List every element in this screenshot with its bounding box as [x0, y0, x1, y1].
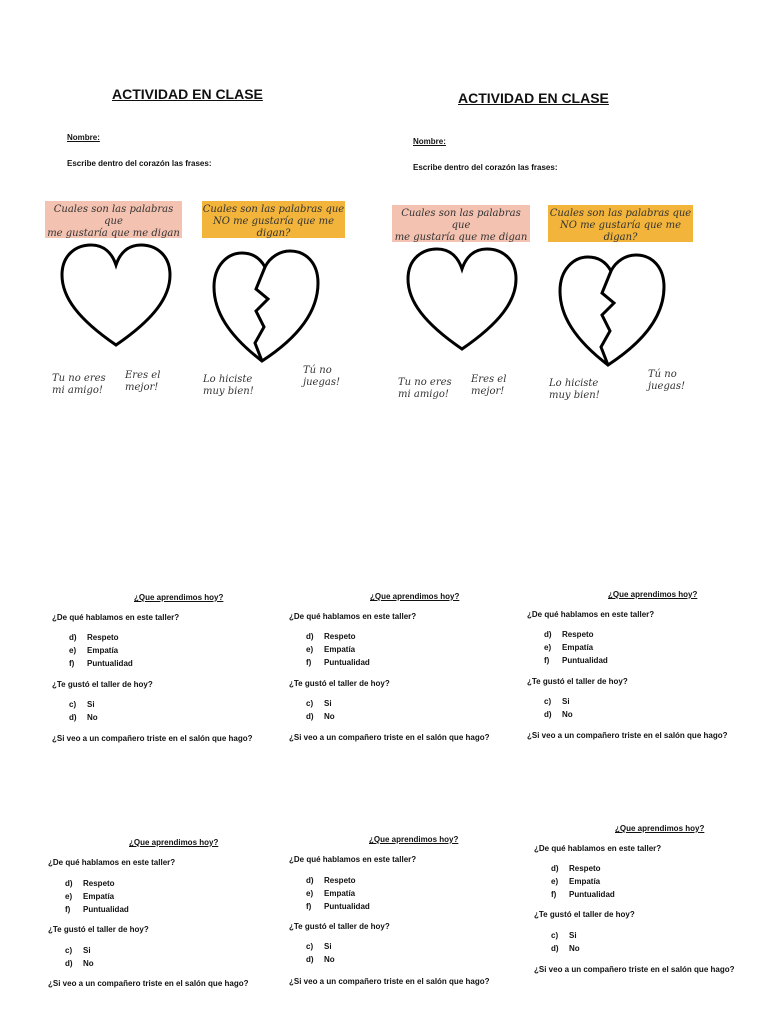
question-sad-classmate: ¿Si veo a un compañero triste en el salón que hago?: [52, 734, 253, 743]
option-text: Si: [569, 931, 577, 940]
banner-good-line-1: Cuales son las palabras que: [53, 204, 174, 227]
question-topic: ¿De qué hablamos en este taller?: [289, 612, 417, 621]
activity-title: ACTIVIDAD EN CLASE: [458, 90, 609, 106]
question-sad-classmate: ¿Si veo a un compañero triste en el salón que hago?: [534, 965, 735, 974]
instruction-text: Escribe dentro del corazón las frases:: [413, 163, 558, 172]
option-puntualidad: [306, 902, 370, 912]
option-text: Puntualidad: [324, 658, 370, 667]
option-text: Puntualidad: [324, 902, 370, 911]
option-letter: e): [544, 643, 552, 652]
option-puntualidad: [69, 659, 133, 669]
question-liked: ¿Te gustó el taller de hoy?: [52, 680, 153, 689]
option-letter: e): [69, 646, 77, 655]
option-letter: d): [306, 712, 314, 721]
phrase-line: Tu no eres: [398, 377, 452, 388]
phrase-line: muy bien!: [549, 390, 600, 401]
option-text: No: [569, 944, 580, 953]
option-text: No: [562, 710, 573, 719]
option-empatia: [306, 645, 355, 655]
option-text: Si: [83, 946, 91, 955]
option-text: Si: [324, 699, 332, 708]
question-liked: ¿Te gustó el taller de hoy?: [534, 910, 635, 919]
option-letter: e): [65, 892, 73, 901]
option-text: Puntualidad: [569, 890, 615, 899]
option-si: [306, 942, 332, 952]
name-label: Nombre:: [413, 137, 446, 146]
option-letter: d): [306, 876, 314, 885]
option-puntualidad: [544, 656, 608, 666]
option-empatia: [306, 889, 355, 899]
option-letter: d): [69, 633, 77, 642]
option-si: [65, 946, 91, 956]
phrase-line: muy bien!: [203, 386, 254, 397]
phrase-line: Tú no: [303, 365, 332, 376]
banner-bad-line-1: Cuales son las palabras que: [202, 204, 345, 215]
option-respeto: [306, 632, 356, 642]
banner-good-line-1: Cuales son las palabras que: [401, 208, 521, 231]
phrase-line: Tú no: [648, 369, 677, 380]
quiz-title: ¿Que aprendimos hoy?: [615, 824, 705, 833]
option-letter: c): [551, 931, 559, 940]
option-letter: c): [306, 699, 314, 708]
phrase-tu-no-eres-mi-amigo: [52, 373, 106, 397]
banner-bad-line-2: NO me gustaría que me digan?: [212, 216, 335, 239]
quiz-block-4: [48, 838, 278, 998]
option-text: Empatía: [83, 892, 115, 901]
banner-good-line-2: me gustaría que me digan: [394, 232, 528, 243]
phrase-line: juegas!: [648, 381, 685, 392]
question-liked: ¿Te gustó el taller de hoy?: [48, 925, 149, 934]
question-topic: ¿De qué hablamos en este taller?: [52, 613, 180, 622]
option-text: Puntualidad: [83, 905, 129, 914]
option-letter: d): [544, 630, 552, 639]
option-letter: e): [306, 889, 314, 898]
phrase-line: Lo hiciste: [549, 378, 599, 389]
phrase-line: mejor!: [125, 382, 159, 393]
option-letter: f): [551, 890, 557, 899]
option-text: Puntualidad: [87, 659, 133, 668]
option-letter: d): [306, 955, 314, 964]
option-text: Respeto: [324, 632, 356, 641]
option-respeto: [544, 630, 594, 640]
option-no: [69, 713, 98, 723]
phrase-line: Eres el: [471, 374, 507, 385]
option-empatia: [544, 643, 593, 653]
phrase-line: mejor!: [471, 386, 505, 397]
option-no: [306, 955, 335, 965]
phrase-lo-hiciste-muy-bien: [549, 378, 600, 402]
option-letter: d): [69, 713, 77, 722]
broken-heart-icon: [210, 247, 322, 367]
option-text: Si: [87, 700, 95, 709]
phrase-eres-el-mejor: [125, 370, 160, 394]
option-letter: d): [551, 944, 559, 953]
option-text: Si: [324, 942, 332, 951]
option-letter: d): [544, 710, 552, 719]
option-letter: d): [306, 632, 314, 641]
broken-heart-icon: [556, 251, 668, 371]
question-topic: ¿De qué hablamos en este taller?: [289, 855, 417, 864]
quiz-title: ¿Que aprendimos hoy?: [129, 838, 219, 847]
option-text: Empatía: [324, 645, 356, 654]
option-puntualidad: [306, 658, 370, 668]
option-text: Empatía: [562, 643, 594, 652]
phrase-line: Eres el: [125, 370, 161, 381]
heart-icon: [404, 245, 520, 355]
option-text: Respeto: [87, 633, 119, 642]
phrase-tu-no-juegas: [303, 365, 340, 389]
option-empatia: [65, 892, 114, 902]
option-letter: f): [306, 902, 312, 911]
name-label: Nombre:: [67, 133, 100, 142]
instruction-text: Escribe dentro del corazón las frases:: [67, 159, 212, 168]
phrase-eres-el-mejor: [471, 374, 506, 398]
phrase-line: juegas!: [303, 377, 340, 388]
option-text: Empatía: [324, 889, 356, 898]
activity-title: ACTIVIDAD EN CLASE: [112, 86, 263, 102]
question-liked: ¿Te gustó el taller de hoy?: [289, 922, 390, 931]
banner-bad-line-2: NO me gustaría que me digan?: [559, 220, 682, 243]
option-letter: e): [306, 645, 314, 654]
option-empatia: [69, 646, 118, 656]
phrase-line: Lo hiciste: [203, 374, 253, 385]
phrase-line: Tu no eres: [52, 373, 106, 384]
option-respeto: [551, 864, 601, 874]
question-topic: ¿De qué hablamos en este taller?: [48, 858, 176, 867]
banner-bad-line-1: Cuales son las palabras que: [549, 208, 692, 219]
phrase-line: mi amigo!: [52, 385, 103, 396]
option-puntualidad: [551, 890, 615, 900]
banner-good-words: [392, 205, 530, 242]
quiz-block-6: [534, 824, 764, 984]
banner-bad-words: [548, 205, 693, 242]
option-respeto: [69, 633, 119, 643]
phrase-tu-no-juegas: [648, 369, 685, 393]
question-sad-classmate: ¿Si veo a un compañero triste en el salón que hago?: [289, 733, 490, 742]
option-text: Respeto: [569, 864, 601, 873]
option-text: Respeto: [83, 879, 115, 888]
option-respeto: [306, 876, 356, 886]
phrase-line: mi amigo!: [398, 389, 449, 400]
option-text: Si: [562, 697, 570, 706]
option-text: Empatía: [87, 646, 119, 655]
option-letter: e): [551, 877, 559, 886]
question-topic: ¿De qué hablamos en este taller?: [527, 610, 655, 619]
option-puntualidad: [65, 905, 129, 915]
quiz-title: ¿Que aprendimos hoy?: [134, 593, 224, 602]
option-letter: d): [551, 864, 559, 873]
option-letter: d): [65, 879, 73, 888]
option-si: [544, 697, 570, 707]
question-sad-classmate: ¿Si veo a un compañero triste en el salón que hago?: [48, 979, 249, 988]
option-si: [551, 931, 577, 941]
option-empatia: [551, 877, 600, 887]
option-letter: c): [306, 942, 314, 951]
banner-good-words: [45, 201, 182, 238]
question-liked: ¿Te gustó el taller de hoy?: [527, 677, 628, 686]
option-letter: c): [69, 700, 77, 709]
option-letter: c): [65, 946, 73, 955]
option-text: Empatía: [569, 877, 601, 886]
banner-good-line-2: me gustaría que me digan: [47, 228, 180, 239]
question-sad-classmate: ¿Si veo a un compañero triste en el salón que hago?: [527, 731, 728, 740]
option-text: No: [324, 955, 335, 964]
option-text: No: [83, 959, 94, 968]
phrase-lo-hiciste-muy-bien: [203, 374, 254, 398]
option-text: Respeto: [324, 876, 356, 885]
option-letter: f): [69, 659, 75, 668]
option-no: [544, 710, 573, 720]
banner-bad-words: [202, 201, 345, 238]
option-letter: c): [544, 697, 552, 706]
quiz-block-2: [289, 592, 519, 752]
option-letter: f): [544, 656, 550, 665]
option-si: [306, 699, 332, 709]
heart-icon: [58, 241, 174, 351]
quiz-title: ¿Que aprendimos hoy?: [370, 592, 460, 601]
option-no: [306, 712, 335, 722]
option-letter: f): [65, 905, 71, 914]
option-letter: d): [65, 959, 73, 968]
question-liked: ¿Te gustó el taller de hoy?: [289, 679, 390, 688]
question-sad-classmate: ¿Si veo a un compañero triste en el salón que hago?: [289, 977, 490, 986]
option-si: [69, 700, 95, 710]
option-letter: f): [306, 658, 312, 667]
quiz-block-1: [52, 593, 282, 753]
option-text: Puntualidad: [562, 656, 608, 665]
option-respeto: [65, 879, 115, 889]
quiz-title: ¿Que aprendimos hoy?: [608, 590, 698, 599]
option-text: No: [324, 712, 335, 721]
option-no: [551, 944, 580, 954]
phrase-tu-no-eres-mi-amigo: [398, 377, 452, 401]
option-text: No: [87, 713, 98, 722]
option-no: [65, 959, 94, 969]
quiz-block-5: [289, 835, 519, 995]
option-text: Respeto: [562, 630, 594, 639]
quiz-title: ¿Que aprendimos hoy?: [369, 835, 459, 844]
question-topic: ¿De qué hablamos en este taller?: [534, 844, 662, 853]
quiz-block-3: [527, 590, 762, 750]
